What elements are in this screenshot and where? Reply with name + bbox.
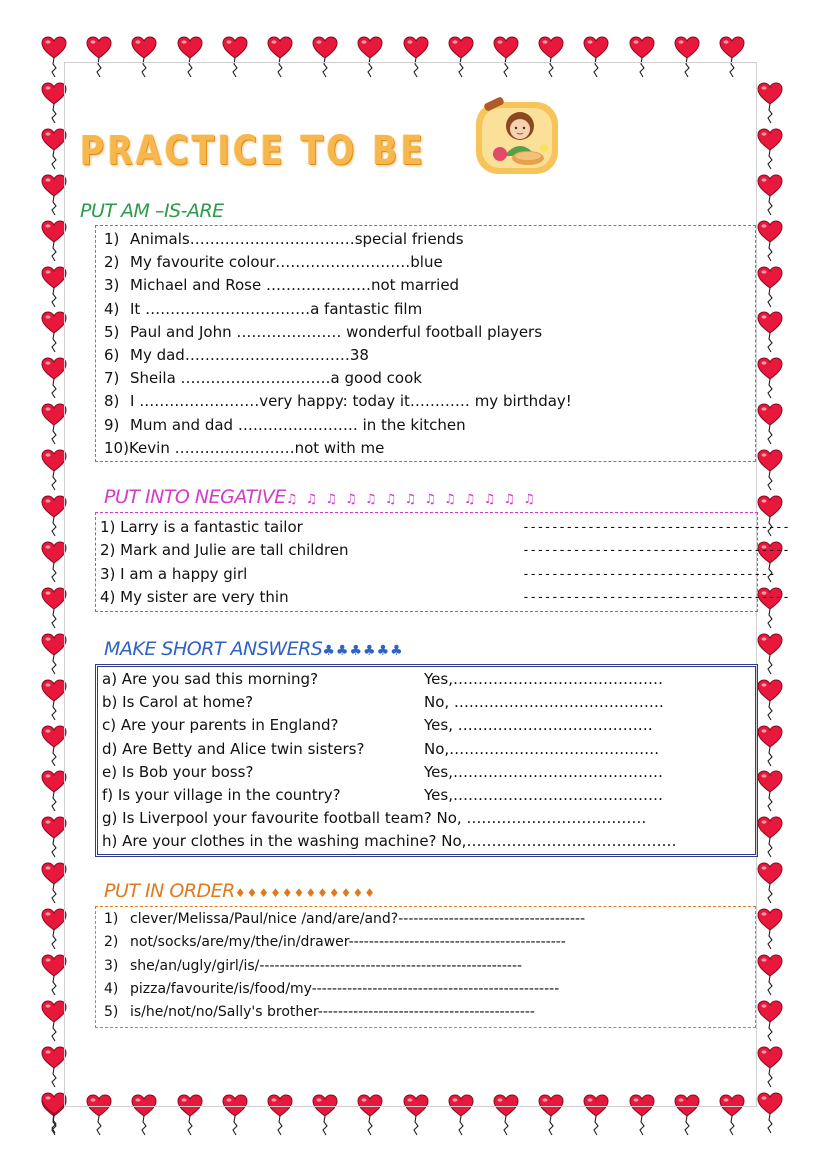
heart-balloon-icon — [757, 908, 783, 950]
section2-box — [95, 512, 790, 612]
section4-heading-wrap — [104, 880, 376, 902]
heart-balloon-icon — [222, 1094, 248, 1136]
item-number: 4) — [104, 299, 120, 318]
item-text: clever/Melissa/Paul/nice /and/are/and?------------------------------------- — [130, 911, 586, 927]
section3-heading: MAKE SHORT ANSWERS — [104, 638, 323, 660]
item-text: not/socks/are/my/the/in/drawer------------------------------------------- — [130, 934, 566, 951]
item-text: My dad……………………………38 — [130, 346, 369, 364]
heart-balloon-icon — [757, 1000, 783, 1042]
heart-balloon-icon — [357, 1094, 383, 1136]
exercise-item — [104, 367, 747, 390]
item-text: Mum and dad …………………… in the kitchen — [130, 415, 466, 434]
item-text: 1) Larry is a fantastic tailor — [100, 518, 303, 536]
heart-balloon-icon — [757, 403, 783, 445]
heart-balloon-icon — [757, 725, 783, 767]
heart-balloon-icon — [757, 954, 783, 996]
heart-balloon-icon — [493, 36, 519, 78]
heart-balloon-icon — [538, 1094, 564, 1136]
item-text: Michael and Rose …………………not married — [130, 276, 460, 295]
heart-balloon-icon — [312, 36, 338, 78]
heart-balloon-icon — [312, 1094, 338, 1136]
heart-balloon-icon — [757, 220, 783, 262]
exercise-item — [102, 738, 747, 761]
answer-text: No,…………………………………… — [424, 739, 660, 758]
heart-balloon-icon — [86, 1094, 112, 1136]
item-text: Paul and John ………………… wonderful football players — [130, 322, 543, 341]
item-text: Sheila …………………………a good cook — [130, 369, 422, 388]
heart-balloon-icon — [538, 36, 564, 78]
heart-balloon-icon — [757, 862, 783, 904]
exercise-item — [104, 955, 747, 978]
item-number: 10) — [104, 438, 129, 457]
exercise-item — [104, 931, 747, 954]
question-text: g) Is Liverpool your favourite football team? No, ……………………………… — [102, 809, 647, 828]
item-number: 3) — [104, 957, 119, 974]
heart-balloon-icon — [222, 36, 248, 78]
exercise-item — [104, 251, 747, 274]
heart-balloon-icon — [583, 36, 609, 78]
heart-balloon-icon — [719, 36, 745, 78]
exercise-item — [104, 908, 747, 931]
item-number: 1) — [104, 911, 119, 927]
exercise-item — [100, 539, 790, 562]
answer-line: ------------------------------------- — [522, 589, 790, 605]
section1-heading: PUT AM –IS-ARE — [80, 200, 224, 222]
answer-text: Yes,…………………………………… — [424, 786, 663, 804]
exercise-item — [102, 830, 747, 853]
exercise-item — [104, 437, 747, 460]
exercise-item — [104, 321, 747, 344]
item-number: 7) — [104, 369, 120, 388]
section4-heading: PUT IN ORDER — [104, 880, 235, 902]
exercise-item — [104, 228, 747, 251]
question-text: e) Is Bob your boss? — [102, 762, 254, 781]
item-text: she/an/ugly/girl/is/---------------------------------------------------- — [130, 957, 523, 974]
heart-balloon-icon — [177, 1094, 203, 1136]
answer-line: ------------------------------------- — [522, 543, 790, 559]
item-number: 9) — [104, 415, 120, 434]
heart-balloon-icon — [403, 36, 429, 78]
exercise-item — [102, 784, 747, 807]
item-text: My favourite colour………………………blue — [130, 253, 443, 272]
question-text: b) Is Carol at home? — [102, 693, 254, 712]
heart-balloon-icon — [757, 770, 783, 812]
heart-balloon-icon — [757, 311, 783, 353]
heart-balloon-icon — [448, 36, 474, 78]
heart-balloon-icon — [583, 1094, 609, 1136]
frame-line-bottom — [64, 1106, 756, 1107]
heart-balloon-icon — [719, 1094, 745, 1136]
question-text: c) Are your parents in England? — [102, 716, 339, 735]
item-number: 2) — [104, 253, 120, 272]
item-text: 2) Mark and Julie are tall children — [100, 541, 349, 560]
question-text: d) Are Betty and Alice twin sisters? — [102, 739, 365, 758]
exercise-item — [102, 807, 747, 830]
heart-balloon-icon — [177, 36, 203, 78]
heart-balloon-icon — [674, 36, 700, 78]
question-text: f) Is your village in the country? — [102, 786, 341, 804]
frame-line-left — [64, 62, 65, 1107]
heart-balloon-icon — [86, 36, 112, 78]
exercise-item — [100, 516, 790, 539]
answer-text: Yes,…………………………………… — [424, 762, 663, 781]
heart-balloon-icon — [131, 36, 157, 78]
exercise-item — [104, 344, 747, 367]
answer-text: Yes, ………………………………… — [424, 716, 653, 735]
heart-balloon-icon — [757, 266, 783, 308]
exercise-item — [102, 668, 747, 691]
heart-balloon-icon — [674, 1094, 700, 1136]
answer-text: No, …………………………………… — [424, 693, 664, 712]
item-text: I ……………………very happy: today it………… my birthday! — [130, 392, 572, 411]
section3-heading-wrap — [104, 638, 404, 660]
question-text: h) Are your clothes in the washing machine? No,…………………………………… — [102, 832, 677, 851]
heart-balloon-icon — [757, 679, 783, 721]
item-text: 4) My sister are very thin — [100, 587, 289, 606]
heart-balloon-icon — [757, 816, 783, 858]
item-text: pizza/favourite/is/food/my------------------------------------------------- — [130, 980, 560, 997]
heart-balloon-icon — [757, 357, 783, 399]
item-text: is/he/not/no/Sally's brother------------------------------------------- — [130, 1004, 535, 1021]
heart-balloon-icon — [267, 1094, 293, 1136]
music-note-icon: ♫ ♫ ♫ ♫ ♫ ♫ ♫ ♫ ♫ ♫ ♫ ♫ ♫ — [285, 492, 537, 507]
heart-balloon-icon — [357, 36, 383, 78]
heart-balloon-icon — [757, 633, 783, 675]
exercise-item — [100, 586, 790, 609]
exercise-item — [104, 274, 747, 297]
item-number: 8) — [104, 392, 120, 411]
exercise-item — [104, 298, 747, 321]
section2-heading-wrap — [104, 486, 537, 508]
exercise-item — [102, 691, 747, 714]
heart-balloon-icon — [629, 36, 655, 78]
heart-balloon-icon — [757, 1046, 783, 1088]
heart-balloon-icon — [757, 174, 783, 216]
exercise-item — [104, 390, 747, 413]
item-number: 5) — [104, 322, 120, 341]
section2-heading: PUT INTO NEGATIVE — [104, 486, 286, 508]
frame-line-top — [64, 62, 756, 63]
heart-balloon-icon — [757, 449, 783, 491]
heart-balloon-icon — [629, 1094, 655, 1136]
heart-balloon-icon — [757, 82, 783, 124]
heart-balloon-icon — [493, 1094, 519, 1136]
club-icon: ♣♣♣♣♣♣ — [322, 643, 404, 659]
item-number: 2) — [104, 934, 119, 951]
heart-balloon-icon — [757, 128, 783, 170]
exercise-item — [104, 978, 747, 1001]
girl-cooking-clipart — [472, 96, 562, 178]
diamond-icon: ♦♦♦♦♦♦♦♦♦♦♦♦ — [234, 886, 376, 900]
item-text: 3) I am a happy girl — [100, 564, 248, 583]
item-text: It ……………………………a fantastic film — [130, 299, 423, 318]
exercise-item — [100, 563, 775, 586]
exercise-item — [104, 1001, 747, 1024]
heart-balloon-icon — [131, 1094, 157, 1136]
exercise-item — [102, 761, 747, 784]
page-title: PRACTICE TO BE — [80, 128, 427, 174]
item-text: Kevin ……………………not with me — [128, 438, 385, 457]
answer-line: ----------------------------------- — [522, 566, 775, 582]
answer-text: Yes,…………………………………… — [424, 670, 663, 688]
item-number: 4) — [104, 980, 119, 997]
heart-balloon-icon — [757, 1092, 783, 1134]
item-number: 6) — [104, 346, 120, 364]
heart-balloon-icon — [403, 1094, 429, 1136]
section3-box — [95, 664, 758, 857]
section1-box — [95, 225, 756, 462]
section4-box — [95, 906, 756, 1028]
question-text: a) Are you sad this morning? — [102, 670, 319, 688]
item-number: 5) — [104, 1004, 119, 1021]
exercise-item — [102, 714, 747, 737]
answer-line: ------------------------------------- — [522, 520, 790, 535]
item-number: 3) — [104, 276, 120, 295]
item-number: 1) — [104, 230, 120, 248]
item-text: Animals……………………………special friends — [130, 230, 464, 248]
heart-balloon-icon — [448, 1094, 474, 1136]
exercise-item — [104, 414, 747, 437]
heart-balloon-icon — [267, 36, 293, 78]
